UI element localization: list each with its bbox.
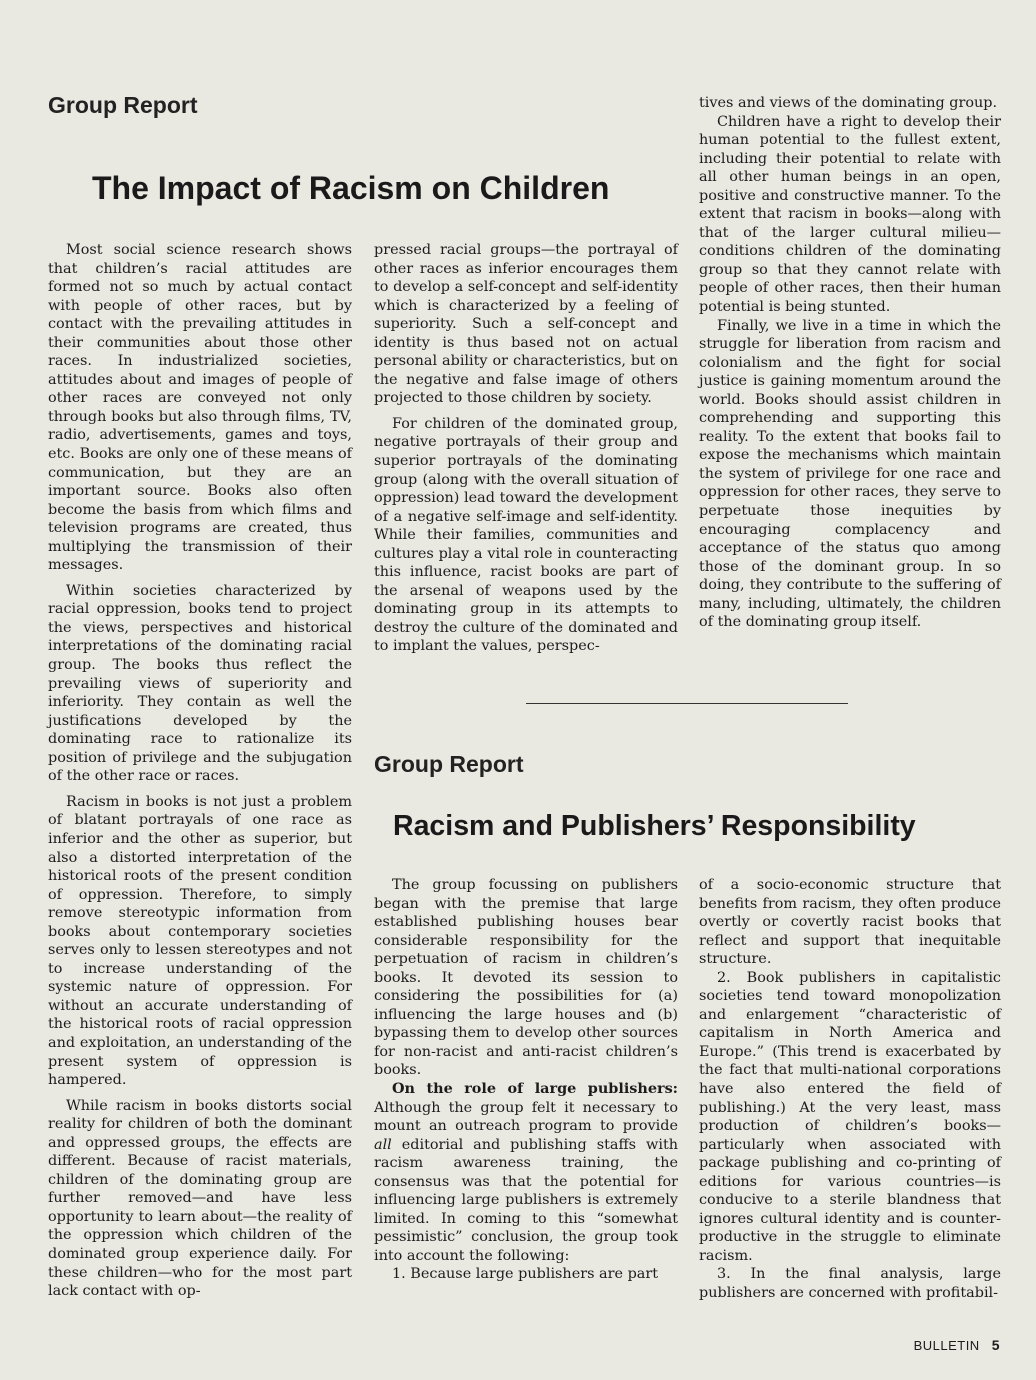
article1-column-1 — [48, 241, 352, 1301]
paragraph: While racism in books distorts social reality for children of both the dominant and oppressed groups, the effects are different. Because of racist materials, children of the dominating group are further removed—and have less opportunity to learn about—the reality of the oppression which children of the dominated group experience daily. For these children—who for the most part lack contact with op- — [48, 1097, 352, 1300]
article1-column-3 — [699, 94, 1001, 632]
paragraph: Racism in books is not just a problem of blatant portrayals of one race as inferior and the other as superior, but also a distorted interpretation of the historical roots of the present condition of oppression. Therefore, to simply remove stereotypic information from books about contemporary societies serves only to lessen stereotypes and not to increase understanding of the systemic nature of oppression. For without an accurate understanding of the historical roots of racial oppression and exploitation, an understanding of the present system of oppression is hampered. — [48, 793, 352, 1089]
list-item: 1. Because large publishers are part — [392, 1266, 659, 1283]
emphasis: all — [374, 1136, 392, 1153]
list-item: 3. In the final analysis, large publishers are concerned with profitabil- — [699, 1266, 1001, 1302]
paragraph: pressed racial groups—the portrayal of other races as inferior encourages them to develop a self-concept and self-identity which is characterized by a feeling of superiority. Such a self-concept and identity is thus based not on actual personal ability or characteristics, but on the negative and false image of others projected to those children by society. — [374, 242, 678, 407]
publication-name: BULLETIN — [913, 1338, 980, 1353]
article1-title: The Impact of Racism on Children — [92, 170, 610, 206]
article2-column-1 — [374, 876, 678, 1284]
paragraph: of a socio-economic structure that benefits from racism, they often produce overtly or covertly racist books that reflect and support that inequitable structure. — [699, 877, 1001, 968]
paragraph: Within societies characterized by racial oppression, books tend to project the views, perspectives and historical interpretations of the dominating racial group. The books thus reflect the prevailing views of superiority and inferiority. They contain as well the justifications developed by the dominating race to rationalize its position of privilege and the subjugation of the other race or races. — [48, 582, 352, 785]
page-number: 5 — [991, 1337, 1000, 1353]
paragraph: Children have a right to develop their human potential to the fullest extent, including their potential to relate with all other human beings in an open, positive and constructive manner. To the extent that racism in books—along with that of the larger cultural milieu—conditions children of the dominating group so that they cannot relate with people of other races, then their human potential is being stunted. — [699, 113, 1001, 316]
article2-column-2 — [699, 876, 1001, 1303]
paragraph: For children of the dominated group, negative portrayals of their group and superior portrayals of the dominating group (along with the overall situation of oppression) lead toward the development of a negative self-image and self-identity. While their families, communities and cultures play a vital role in counteracting this influence, racist books are part of the arsenal of weapons used by the dominating group in its attempts to destroy the culture of the dominated and to implant the values, perspec- — [374, 415, 678, 655]
article1-column-2 — [374, 241, 678, 656]
section-divider — [526, 703, 848, 704]
lead-in: On the role of large publishers: — [392, 1080, 678, 1098]
paragraph: On the role of large publishers: Although the group felt it necessary to mount an outreach program to provide all editorial and publishing staffs with racism awareness training, the consensus was that the potential for influencing large publishers is extremely limited. In coming to this “somewhat pessimistic” conclusion, the group took into account the following: — [374, 1080, 678, 1264]
page-footer — [914, 1337, 1000, 1353]
paragraph: Finally, we live in a time in which the struggle for liberation from racism and colonialism and the fight for social justice is gaining momentum around the world. Books should assist children in comprehending and supporting this reality. To the extent that books fail to expose the mechanisms which maintain the system of privilege for one race and oppression for other races, they serve to perpetuate those inequities by encouraging complacency and acceptance of the status quo among those of the dominant group. In so doing, they contribute to the suffering of many, including, ultimately, the children of the dominating group itself. — [699, 317, 1001, 631]
article2-title: Racism and Publishers’ Responsibility — [393, 810, 916, 842]
article1-kicker: Group Report — [48, 92, 198, 118]
paragraph: Most social science research shows that children’s racial attitudes are formed not so much by actual contact with people of other races, but by contact with the prevailing attitudes in their communities about those other races. In industrialized societies, attitudes about and images of people of other races are conveyed not only through books but also through films, TV, radio, advertisements, games and toys, etc. Books are only one of these means of communication, but they are an important source. Books also often become the basis from which films and television programs are created, thus multiplying the transmission of their messages. — [48, 242, 352, 574]
list-item: 2. Book publishers in capitalistic societies tend toward monopolization and enlargement “characteristic of capitalism in North America and Europe.” (This trend is exacerbated by the fact that multi-national corporations have also entered the field of publishing.) At the very least, mass production of children’s books—particularly when associated with package publishing and co-printing of editions for various countries—is conducive to a sterile blandness that ignores cultural identity and is counter-productive in the struggle to eliminate racism. — [699, 969, 1001, 1264]
article2-kicker: Group Report — [374, 751, 524, 777]
paragraph: tives and views of the dominating group. — [699, 95, 998, 111]
paragraph: The group focussing on publishers began with the premise that large established publishing houses bear considerable responsibility for the perpetuation of racism in children’s books. It devoted its session to considering the possibilities for (a) influencing the large houses and (b) bypassing them to develop other sources for non-racist and anti-racist children’s books. — [374, 877, 678, 1079]
